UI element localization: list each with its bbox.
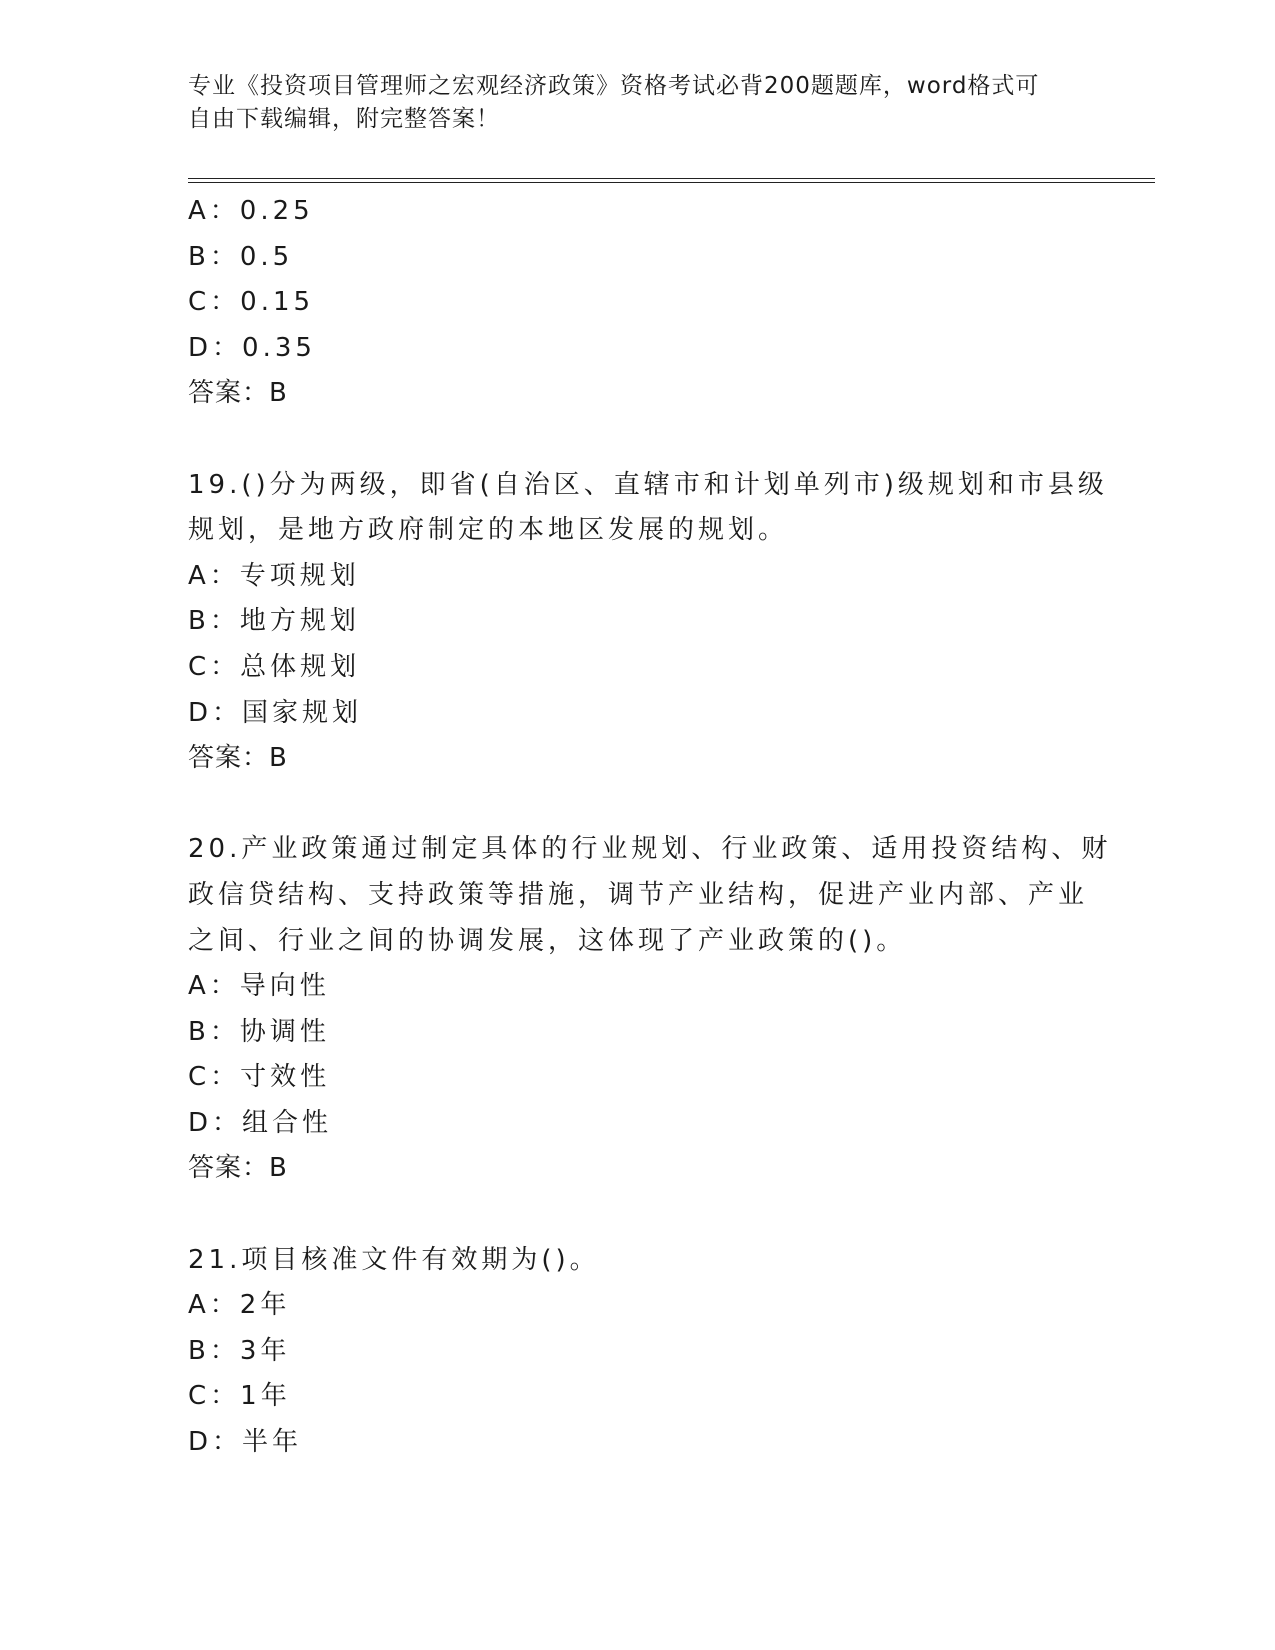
- option-c: C：0.15: [188, 287, 315, 318]
- option-a: A：专项规划: [188, 560, 360, 591]
- header-divider-bottom: [188, 182, 1155, 183]
- question-stem-line: 政信贷结构、支持政策等措施，调节产业结构，促进产业内部、产业: [188, 879, 1089, 910]
- spacer: [188, 417, 1088, 463]
- answer: 答案：B: [188, 1153, 288, 1184]
- option-d: D：半年: [188, 1427, 303, 1458]
- option-c: C：寸效性: [188, 1062, 331, 1093]
- question-content: [188, 189, 1112, 1466]
- question-18-block: [188, 189, 1088, 417]
- option-c: C：1年: [188, 1381, 291, 1412]
- answer: 答案：B: [188, 378, 288, 409]
- question-stem-line: 规划，是地方政府制定的本地区发展的规划。: [188, 515, 789, 546]
- option-b: B：3年: [188, 1335, 291, 1366]
- option-a: A：2年: [188, 1290, 291, 1321]
- option-b: B：协调性: [188, 1016, 330, 1047]
- question-stem-line: 之间、行业之间的协调发展，这体现了产业政策的()。: [188, 925, 907, 956]
- option-d: D：国家规划: [188, 697, 363, 728]
- option-a: A：导向性: [188, 971, 330, 1002]
- question-21-block: [188, 1238, 1088, 1466]
- header-divider-top: [188, 178, 1155, 179]
- question-stem-line: 21.项目核准文件有效期为()。: [188, 1244, 600, 1275]
- header-line-2: 自由下载编辑，附完整答案！: [188, 106, 500, 132]
- spacer: [188, 1192, 1088, 1238]
- option-d: D：组合性: [188, 1107, 333, 1138]
- question-stem-line: 19.()分为两级，即省(自治区、直辖市和计划单列市)级规划和市县级: [188, 469, 1108, 500]
- answer: 答案：B: [188, 743, 288, 774]
- option-b: B：0.5: [188, 241, 294, 272]
- question-20-block: [188, 827, 1112, 1192]
- document-header: [188, 70, 1088, 136]
- option-d: D：0.35: [188, 332, 316, 363]
- option-a: A：0.25: [188, 196, 314, 226]
- header-line-1: 专业《投资项目管理师之宏观经济政策》资格考试必背200题题库，word格式可: [188, 73, 1040, 99]
- question-stem-line: 20.产业政策通过制定具体的行业规划、行业政策、适用投资结构、财: [188, 834, 1112, 865]
- option-b: B：地方规划: [188, 606, 360, 637]
- spacer: [188, 782, 1088, 828]
- option-c: C：总体规划: [188, 651, 361, 682]
- question-19-block: [188, 463, 1108, 782]
